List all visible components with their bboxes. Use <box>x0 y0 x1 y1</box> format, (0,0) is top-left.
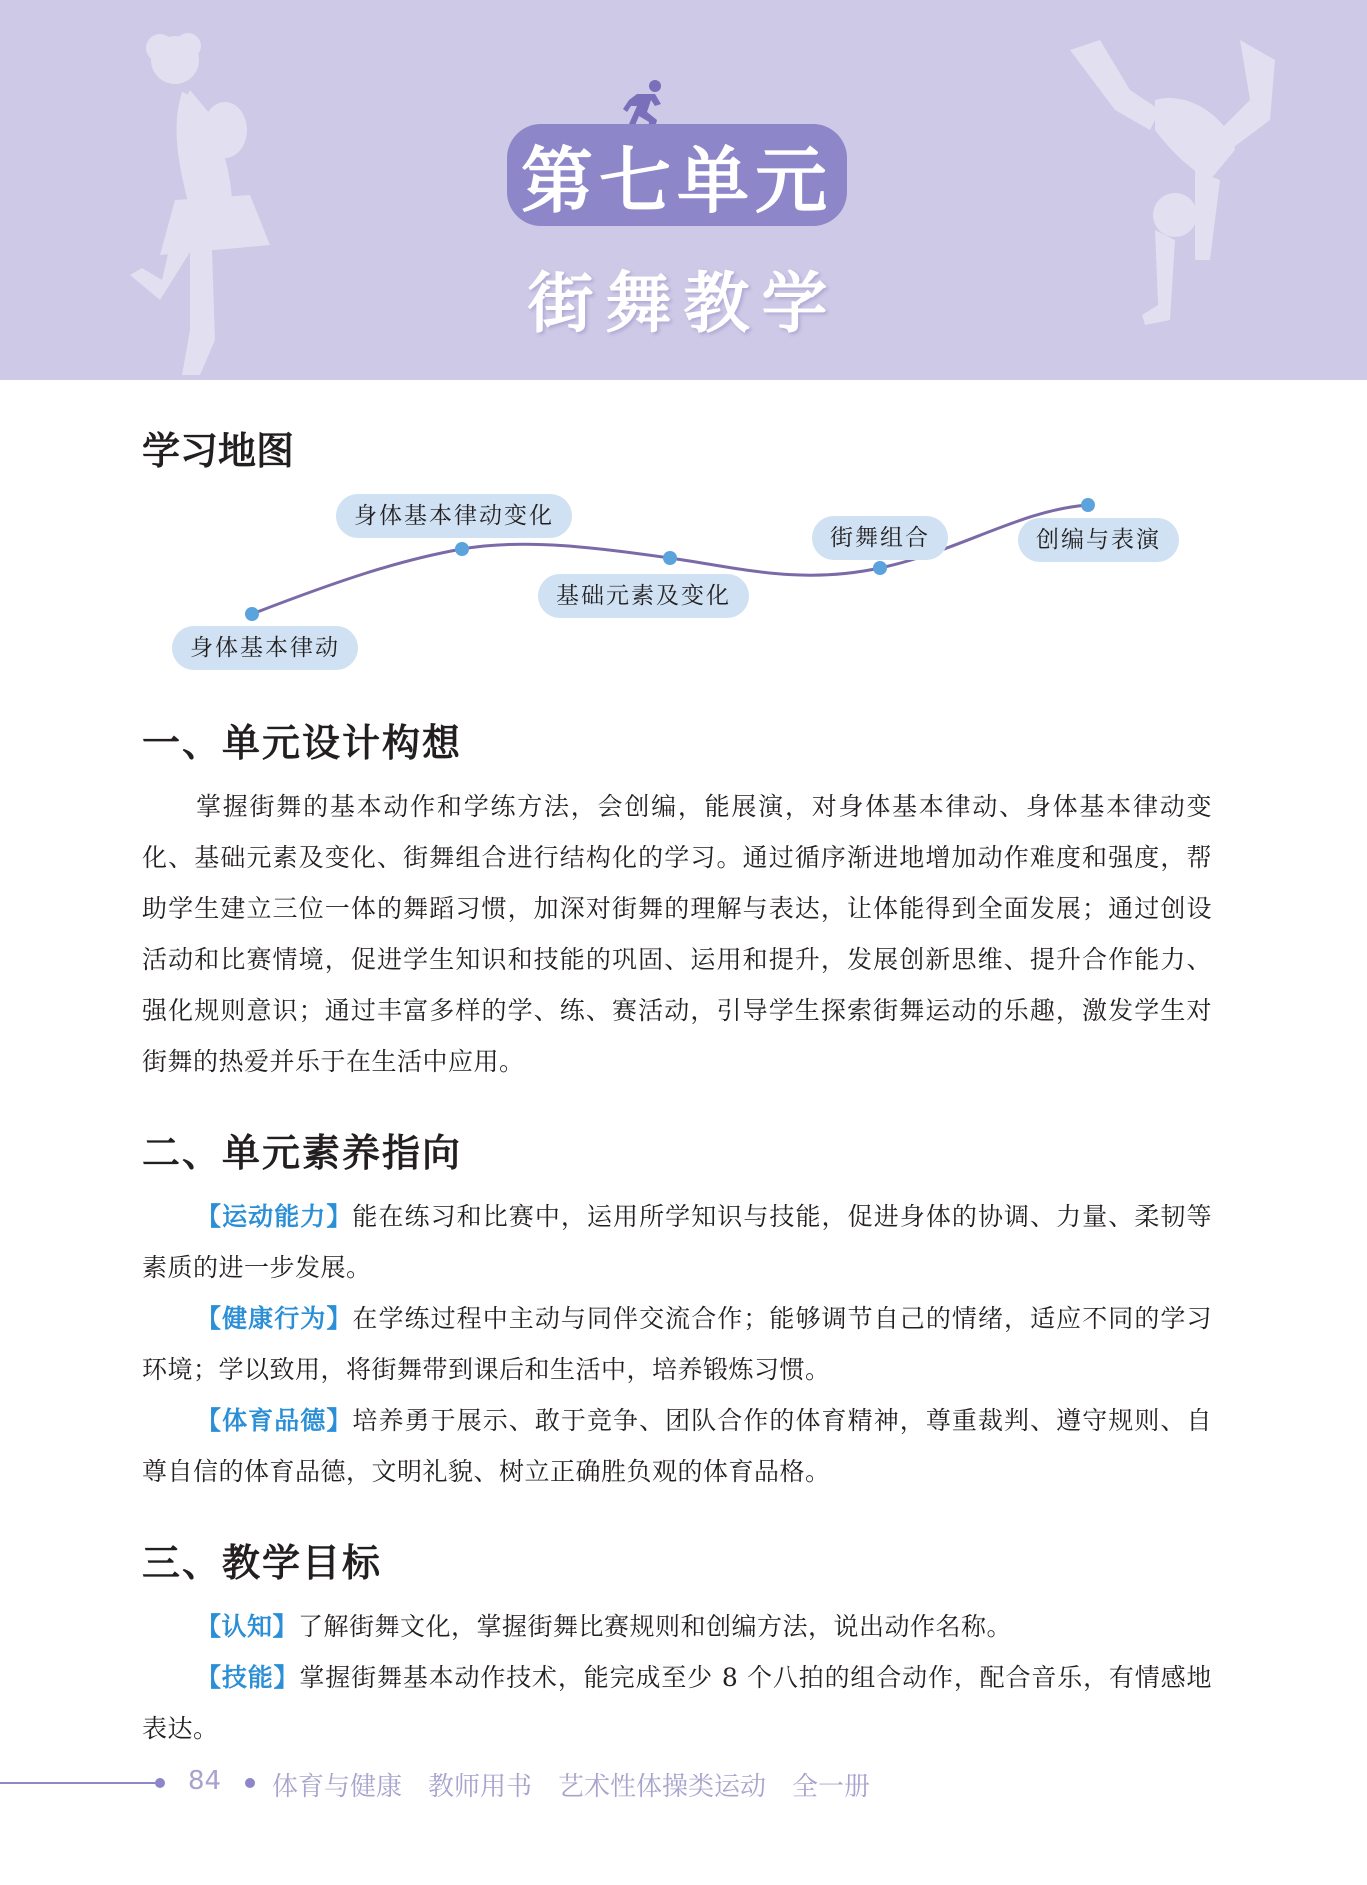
objective-item <box>142 1601 1212 1652</box>
section-heading-objectives: 三、教学目标 <box>142 1540 383 1585</box>
book-title: 体育与健康 教师用书 艺术性体操类运动 全一册 <box>272 1772 871 1802</box>
literacy-item <box>142 1191 1212 1293</box>
map-node-4 <box>873 561 887 575</box>
literacy-text: 在学练过程中主动与同伴交流合作；能够调节自己的情绪，适应不同的学习环境；学以致用，将街舞带到课后和生活中，培养锻炼习惯。 <box>142 1304 1212 1384</box>
map-node-3 <box>663 551 677 565</box>
unit-number-badge: 第七单元 <box>507 124 847 226</box>
unit-banner <box>0 0 1367 380</box>
objective-text: 掌握街舞基本动作技术，能完成至少 8 个八拍的组合动作，配合音乐，有情感地表达。 <box>142 1663 1212 1743</box>
literacy-tag: 【体育品德】 <box>196 1406 353 1435</box>
literacy-item <box>142 1293 1212 1395</box>
map-step-label: 基础元素及变化 <box>538 574 749 618</box>
objective-tag: 【认知】 <box>196 1612 299 1641</box>
literacy-tag: 【健康行为】 <box>196 1304 353 1333</box>
map-node-5 <box>1081 498 1095 512</box>
map-step-label: 街舞组合 <box>812 516 948 560</box>
map-node-2 <box>455 542 469 556</box>
section-heading-literacy: 二、单元素养指向 <box>142 1130 463 1175</box>
design-paragraph: 掌握街舞的基本动作和学练方法，会创编，能展演，对身体基本律动、身体基本律动变化、基础元素及变化、街舞组合进行结构化的学习。通过循序渐进地增加动作难度和强度，帮助学生建立三位一体的舞蹈习惯，加深对街舞的理解与表达，让体能得到全面发展；通过创设活动和比赛情境，促进学生知识和技能的巩固、运用和提升，发展创新思维、提升合作能力、强化规则意识；通过丰富多样的学、练、赛活动，引导学生探索街舞运动的乐趣，激发学生对街舞的热爱并乐于在生活中应用。 <box>142 792 1212 1076</box>
section-heading-design: 一、单元设计构想 <box>142 720 463 765</box>
footer-dot <box>245 1778 255 1788</box>
map-step-label: 创编与表演 <box>1018 518 1179 562</box>
map-step-label: 身体基本律动 <box>172 626 358 670</box>
objective-item <box>142 1652 1212 1754</box>
objective-text: 了解街舞文化，掌握街舞比赛规则和创编方法，说出动作名称。 <box>298 1612 1013 1641</box>
page-number: 84 <box>188 1766 222 1796</box>
objective-tag: 【技能】 <box>196 1663 300 1692</box>
map-node-1 <box>245 607 259 621</box>
map-step-label: 身体基本律动变化 <box>336 494 572 538</box>
literacy-text: 培养勇于展示、敢于竞争、团队合作的体育精神，尊重裁判、遵守规则、自尊自信的体育品德，文明礼貌、树立正确胜负观的体育品格。 <box>142 1406 1212 1486</box>
footer-rule <box>0 1782 160 1784</box>
footer-dot <box>155 1778 165 1788</box>
literacy-text: 能在练习和比赛中，运用所学知识与技能，促进身体的协调、力量、柔韧等素质的进一步发展。 <box>142 1202 1212 1282</box>
literacy-item <box>142 1395 1212 1497</box>
unit-title: 街舞教学 <box>527 265 840 342</box>
learning-map-heading: 学习地图 <box>142 428 295 473</box>
literacy-tag: 【运动能力】 <box>196 1202 353 1231</box>
